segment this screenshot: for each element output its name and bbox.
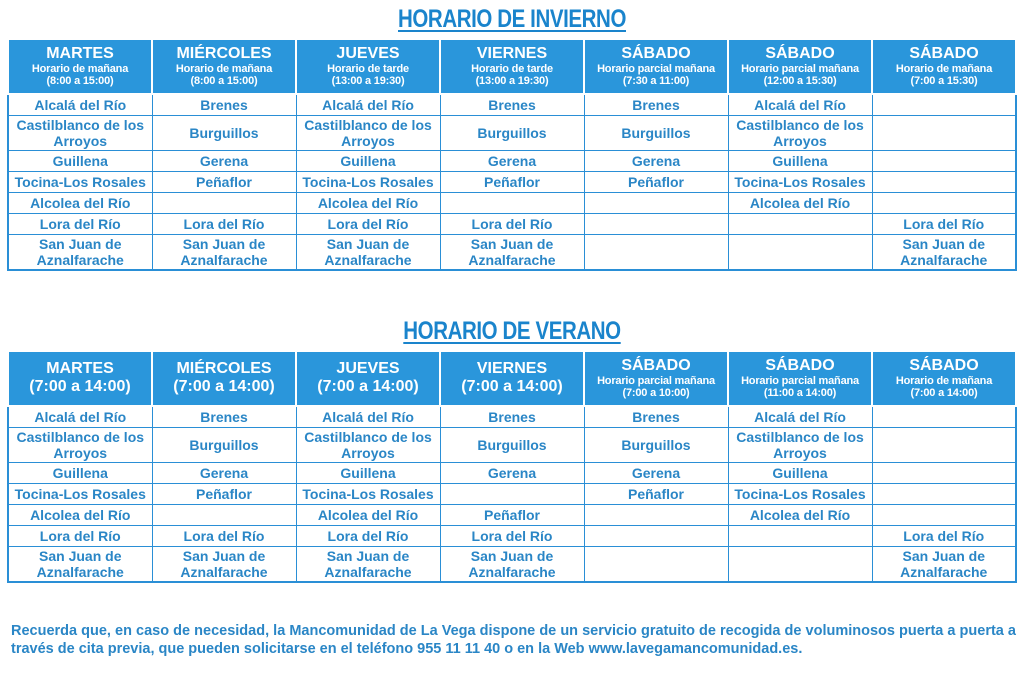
time-range: (13:00 a 19:30) bbox=[331, 75, 405, 87]
day-label: SÁBADO bbox=[909, 357, 979, 374]
municipality-cell: San Juan de Aznalfarache bbox=[8, 547, 152, 583]
municipality-cell: Peñaflor bbox=[440, 505, 584, 526]
municipality-cell: Guillena bbox=[728, 463, 872, 484]
municipality-cell bbox=[584, 526, 728, 547]
time-range: (13:00 a 19:30) bbox=[475, 75, 549, 87]
municipality-cell: San Juan de Aznalfarache bbox=[296, 235, 440, 271]
time-range: (8:00 a 15:00) bbox=[190, 75, 258, 87]
day-label: SÁBADO bbox=[909, 45, 979, 62]
municipality-cell: San Juan de Aznalfarache bbox=[152, 235, 296, 271]
municipality-cell: Lora del Río bbox=[872, 214, 1016, 235]
schedule-type: Horario de tarde bbox=[327, 63, 409, 75]
summer-title: HORARIO DE VERANO bbox=[403, 317, 621, 345]
footer-note: Recuerda que, en caso de necesidad, la Mancomunidad de La Vega dispone de un servicio gratuito de recogida de voluminosos puerta a puerta a través de cita previa, que pueden solicitarse en el teléfono 955 11 11 40 o en la Web www.lavegamancomunidad.es. bbox=[11, 623, 1016, 657]
day-label: MARTES bbox=[46, 360, 114, 377]
municipality-cell: Castilblanco de los Arroyos bbox=[296, 116, 440, 151]
municipality-cell: Peñaflor bbox=[440, 172, 584, 193]
summer-schedule bbox=[7, 318, 1017, 583]
municipality-cell: Guillena bbox=[296, 151, 440, 172]
municipality-cell: Lora del Río bbox=[152, 526, 296, 547]
time-range: (7:00 a 15:30) bbox=[910, 75, 978, 87]
municipality-cell: Lora del Río bbox=[8, 526, 152, 547]
municipality-cell: San Juan de Aznalfarache bbox=[296, 547, 440, 583]
municipality-cell: Alcolea del Río bbox=[8, 193, 152, 214]
time-range: (7:00 a 14:00) bbox=[461, 378, 563, 395]
municipality-cell bbox=[728, 235, 872, 271]
municipality-cell: Guillena bbox=[728, 151, 872, 172]
municipality-cell bbox=[872, 406, 1016, 428]
municipality-cell: Lora del Río bbox=[296, 214, 440, 235]
municipality-cell bbox=[584, 193, 728, 214]
municipality-cell: Castilblanco de los Arroyos bbox=[8, 116, 152, 151]
winter-header-cell bbox=[440, 39, 584, 94]
time-range: (7:00 a 14:00) bbox=[173, 378, 275, 395]
municipality-cell bbox=[584, 505, 728, 526]
summer-table bbox=[7, 350, 1017, 583]
day-label: MIÉRCOLES bbox=[176, 360, 272, 377]
winter-header-row bbox=[8, 39, 1016, 94]
municipality-cell: Brenes bbox=[584, 94, 728, 116]
schedule-type: Horario de mañana bbox=[895, 63, 993, 75]
table-row bbox=[8, 406, 1016, 428]
day-label: SÁBADO bbox=[765, 45, 835, 62]
municipality-cell: Castilblanco de los Arroyos bbox=[728, 116, 872, 151]
municipality-cell bbox=[728, 547, 872, 583]
table-row bbox=[8, 547, 1016, 583]
summer-header-cell bbox=[8, 351, 152, 406]
municipality-cell: Castilblanco de los Arroyos bbox=[8, 428, 152, 463]
winter-header-cell bbox=[728, 39, 872, 94]
time-range: (11:00 a 14:00) bbox=[763, 387, 837, 399]
municipality-cell: Guillena bbox=[8, 151, 152, 172]
summer-header-row bbox=[8, 351, 1016, 406]
municipality-cell: Alcalá del Río bbox=[8, 406, 152, 428]
municipality-cell bbox=[728, 526, 872, 547]
municipality-cell: Burguillos bbox=[440, 116, 584, 151]
municipality-cell: Brenes bbox=[584, 406, 728, 428]
schedule-type: Horario parcial mañana bbox=[741, 375, 859, 387]
municipality-cell bbox=[152, 193, 296, 214]
municipality-cell bbox=[728, 214, 872, 235]
municipality-cell bbox=[440, 484, 584, 505]
municipality-cell: Gerena bbox=[584, 463, 728, 484]
table-row bbox=[8, 428, 1016, 463]
summer-header-cell bbox=[728, 351, 872, 406]
municipality-cell: Gerena bbox=[152, 151, 296, 172]
day-label: SÁBADO bbox=[621, 357, 691, 374]
table-row bbox=[8, 116, 1016, 151]
winter-header-cell bbox=[296, 39, 440, 94]
time-range: (7:00 a 14:00) bbox=[29, 378, 131, 395]
municipality-cell: Brenes bbox=[152, 94, 296, 116]
time-range: (12:00 a 15:30) bbox=[763, 75, 837, 87]
table-row bbox=[8, 505, 1016, 526]
municipality-cell: San Juan de Aznalfarache bbox=[872, 235, 1016, 271]
summer-header-cell bbox=[872, 351, 1016, 406]
summer-header-cell bbox=[152, 351, 296, 406]
table-row bbox=[8, 526, 1016, 547]
municipality-cell: Alcalá del Río bbox=[8, 94, 152, 116]
municipality-cell: Tocina-Los Rosales bbox=[728, 172, 872, 193]
municipality-cell: Burguillos bbox=[152, 428, 296, 463]
municipality-cell: Lora del Río bbox=[440, 526, 584, 547]
day-label: JUEVES bbox=[336, 360, 400, 377]
municipality-cell bbox=[872, 116, 1016, 151]
municipality-cell: Alcolea del Río bbox=[296, 193, 440, 214]
municipality-cell bbox=[872, 94, 1016, 116]
municipality-cell bbox=[872, 463, 1016, 484]
municipality-cell: Tocina-Los Rosales bbox=[8, 172, 152, 193]
municipality-cell: Castilblanco de los Arroyos bbox=[728, 428, 872, 463]
table-row bbox=[8, 94, 1016, 116]
schedule-type: Horario de tarde bbox=[471, 63, 553, 75]
municipality-cell: Gerena bbox=[152, 463, 296, 484]
municipality-cell: Burguillos bbox=[440, 428, 584, 463]
schedule-type: Horario parcial mañana bbox=[597, 375, 715, 387]
municipality-cell: Alcolea del Río bbox=[8, 505, 152, 526]
municipality-cell: Gerena bbox=[584, 151, 728, 172]
municipality-cell bbox=[872, 151, 1016, 172]
table-row bbox=[8, 214, 1016, 235]
winter-header-cell bbox=[152, 39, 296, 94]
time-range: (7:00 a 14:00) bbox=[317, 378, 419, 395]
municipality-cell: Alcolea del Río bbox=[728, 193, 872, 214]
winter-header-cell bbox=[8, 39, 152, 94]
time-range: (8:00 a 15:00) bbox=[46, 75, 114, 87]
municipality-cell: Tocina-Los Rosales bbox=[296, 172, 440, 193]
day-label: VIERNES bbox=[476, 360, 548, 377]
municipality-cell: Lora del Río bbox=[8, 214, 152, 235]
schedule-type: Horario de mañana bbox=[175, 63, 273, 75]
municipality-cell: Burguillos bbox=[584, 428, 728, 463]
municipality-cell: Alcolea del Río bbox=[296, 505, 440, 526]
schedule-type: Horario parcial mañana bbox=[597, 63, 715, 75]
day-label: MIÉRCOLES bbox=[176, 45, 272, 62]
municipality-cell: Gerena bbox=[440, 151, 584, 172]
winter-header-cell bbox=[584, 39, 728, 94]
municipality-cell: Alcalá del Río bbox=[296, 406, 440, 428]
municipality-cell: Lora del Río bbox=[872, 526, 1016, 547]
day-label: VIERNES bbox=[476, 45, 548, 62]
municipality-cell: Tocina-Los Rosales bbox=[8, 484, 152, 505]
municipality-cell bbox=[584, 214, 728, 235]
municipality-cell bbox=[584, 235, 728, 271]
day-label: SÁBADO bbox=[621, 45, 691, 62]
day-label: MARTES bbox=[46, 45, 114, 62]
municipality-cell bbox=[872, 484, 1016, 505]
municipality-cell: Peñaflor bbox=[584, 172, 728, 193]
table-row bbox=[8, 151, 1016, 172]
schedule-type: Horario parcial mañana bbox=[741, 63, 859, 75]
municipality-cell bbox=[584, 547, 728, 583]
municipality-cell: Burguillos bbox=[152, 116, 296, 151]
municipality-cell: San Juan de Aznalfarache bbox=[440, 235, 584, 271]
municipality-cell: Guillena bbox=[296, 463, 440, 484]
time-range: (7:00 a 14:00) bbox=[910, 387, 978, 399]
schedule-type: Horario de mañana bbox=[31, 63, 129, 75]
table-row bbox=[8, 172, 1016, 193]
municipality-cell: Peñaflor bbox=[152, 172, 296, 193]
municipality-cell: Gerena bbox=[440, 463, 584, 484]
municipality-cell bbox=[872, 193, 1016, 214]
municipality-cell: Alcalá del Río bbox=[728, 406, 872, 428]
summer-header-cell bbox=[296, 351, 440, 406]
day-label: JUEVES bbox=[336, 45, 400, 62]
municipality-cell bbox=[152, 505, 296, 526]
municipality-cell: Alcalá del Río bbox=[728, 94, 872, 116]
municipality-cell: San Juan de Aznalfarache bbox=[440, 547, 584, 583]
municipality-cell: Guillena bbox=[8, 463, 152, 484]
municipality-cell bbox=[872, 428, 1016, 463]
municipality-cell: Brenes bbox=[152, 406, 296, 428]
municipality-cell: Peñaflor bbox=[584, 484, 728, 505]
municipality-cell: Brenes bbox=[440, 94, 584, 116]
winter-header-cell bbox=[872, 39, 1016, 94]
municipality-cell: Lora del Río bbox=[440, 214, 584, 235]
municipality-cell: Lora del Río bbox=[152, 214, 296, 235]
municipality-cell: Lora del Río bbox=[296, 526, 440, 547]
municipality-cell: Alcolea del Río bbox=[728, 505, 872, 526]
municipality-cell bbox=[872, 172, 1016, 193]
municipality-cell: San Juan de Aznalfarache bbox=[872, 547, 1016, 583]
municipality-cell: San Juan de Aznalfarache bbox=[8, 235, 152, 271]
winter-schedule bbox=[7, 6, 1017, 271]
time-range: (7:00 a 10:00) bbox=[622, 387, 690, 399]
winter-title: HORARIO DE INVIERNO bbox=[398, 5, 626, 33]
municipality-cell bbox=[872, 505, 1016, 526]
table-row bbox=[8, 193, 1016, 214]
summer-header-cell bbox=[584, 351, 728, 406]
municipality-cell bbox=[440, 193, 584, 214]
summer-header-cell bbox=[440, 351, 584, 406]
day-label: SÁBADO bbox=[765, 357, 835, 374]
municipality-cell: Tocina-Los Rosales bbox=[296, 484, 440, 505]
municipality-cell: Burguillos bbox=[584, 116, 728, 151]
table-row bbox=[8, 463, 1016, 484]
municipality-cell: Peñaflor bbox=[152, 484, 296, 505]
schedule-type: Horario de mañana bbox=[895, 375, 993, 387]
table-row bbox=[8, 235, 1016, 271]
winter-table bbox=[7, 38, 1017, 271]
municipality-cell: Alcalá del Río bbox=[296, 94, 440, 116]
municipality-cell: Brenes bbox=[440, 406, 584, 428]
municipality-cell: Castilblanco de los Arroyos bbox=[296, 428, 440, 463]
municipality-cell: San Juan de Aznalfarache bbox=[152, 547, 296, 583]
table-row bbox=[8, 484, 1016, 505]
municipality-cell: Tocina-Los Rosales bbox=[728, 484, 872, 505]
time-range: (7:30 a 11:00) bbox=[622, 75, 690, 87]
